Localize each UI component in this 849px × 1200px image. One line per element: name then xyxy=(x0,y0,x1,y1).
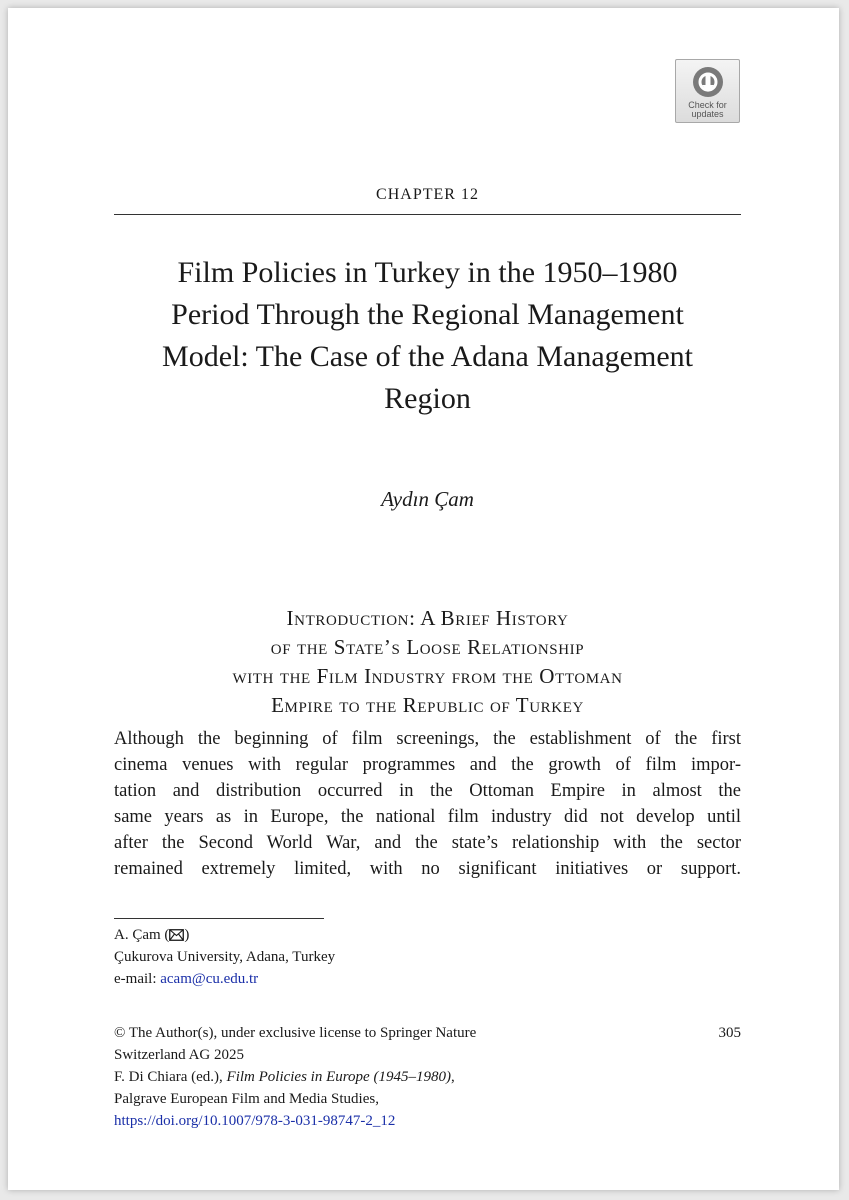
body-line: same years as in Europe, the national film industry did not develop until xyxy=(114,807,741,827)
footnote-rule xyxy=(114,918,324,919)
envelope-icon[interactable] xyxy=(169,929,184,941)
affiliation-institution: Çukurova University, Adana, Turkey xyxy=(114,949,336,965)
title-line: Region xyxy=(384,382,471,415)
copyright-line: © The Author(s), under exclusive license to Springer Nature xyxy=(114,1025,477,1041)
copyright-block xyxy=(114,1022,476,1132)
series-name: Palgrave European Film and Media Studies, xyxy=(114,1091,379,1107)
heading-line: of the State’s Loose Relationship xyxy=(270,635,585,659)
check-for-updates-icon xyxy=(691,65,725,99)
email-link[interactable]: acam@cu.edu.tr xyxy=(160,971,259,987)
chapter-title xyxy=(114,252,741,420)
chapter-label: CHAPTER 12 xyxy=(376,186,479,203)
author-affiliation xyxy=(114,924,335,990)
editor-prefix: F. Di Chiara (ed.), xyxy=(114,1069,227,1085)
section-heading xyxy=(114,604,741,720)
book-title: Film Policies in Europe (1945–1980) xyxy=(226,1069,451,1085)
body-paragraph xyxy=(114,726,741,882)
heading-line: with the Film Industry from the Ottoman xyxy=(232,664,623,688)
check-for-updates-badge[interactable] xyxy=(675,59,740,123)
copyright-line: Switzerland AG 2025 xyxy=(114,1047,244,1063)
body-line: tation and distribution occurred in the Ottoman Empire in almost the xyxy=(114,781,741,801)
check-for-updates-label: Check for updates xyxy=(688,100,727,119)
affiliation-name-close: ) xyxy=(184,927,190,943)
body-line: after the Second World War, and the state’s relationship with the sector xyxy=(114,833,741,853)
body-line: Although the beginning of film screenings, the establishment of the first xyxy=(114,729,741,749)
title-line: Model: The Case of the Adana Management xyxy=(162,340,693,373)
editor-suffix: , xyxy=(450,1069,455,1085)
page xyxy=(8,8,839,1190)
affiliation-name: A. Çam ( xyxy=(114,927,170,943)
heading-line: Empire to the Republic of Turkey xyxy=(271,693,584,717)
doi-link[interactable]: https://doi.org/10.1007/978-3-031-98747-2_12 xyxy=(114,1113,396,1129)
heading-line: Introduction: A Brief History xyxy=(286,606,569,630)
title-line: Period Through the Regional Management xyxy=(171,298,684,331)
body-line: remained extremely limited, with no significant initiatives or support. xyxy=(114,859,741,879)
title-line: Film Policies in Turkey in the 1950–1980 xyxy=(177,256,678,289)
page-number: 305 xyxy=(718,1025,741,1041)
body-line: cinema venues with regular programmes and the growth of film impor- xyxy=(114,755,741,775)
author-name: Aydın Çam xyxy=(381,487,474,511)
chapter-rule xyxy=(114,214,741,215)
email-label: e-mail: xyxy=(114,971,161,987)
